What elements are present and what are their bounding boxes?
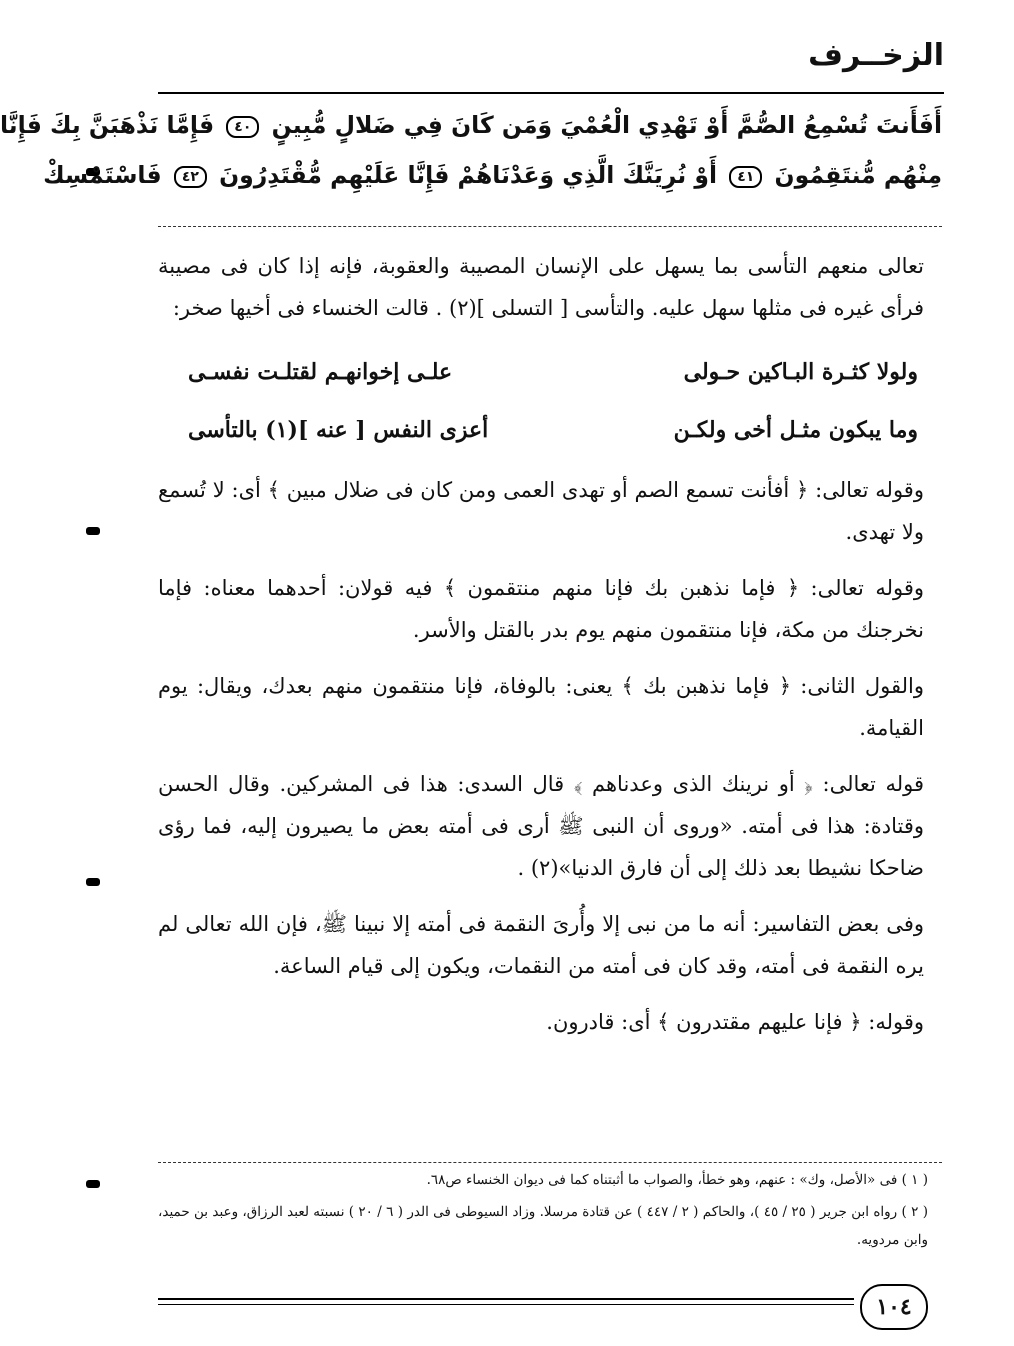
paragraph: قوله تعالى: ﴿ أو نرينك الذى وعدناهم ﴾ قال السدى: هذا فى المشركين. وقال الحسن وقتادة: هذا فى أمته. «وروى أن النبى ﷺ أرى فى أمته بعض ما يصيرون إليه، فما رؤى ضاحكا نشيطا بعد ذلك إلى أن فارق الدنيا»(٢) . bbox=[158, 772, 924, 880]
paragraph: والقول الثانى: ﴿ فإما نذهبن بك ﴾ يعنى: بالوفاة، فإنا منتقمون منهم بعدك، ويقال: يوم القيامة. bbox=[158, 674, 924, 740]
poem-verse bbox=[158, 343, 924, 401]
page-header bbox=[808, 38, 944, 90]
commentary-body bbox=[158, 245, 924, 1057]
quran-line bbox=[0, 100, 942, 150]
footnote-divider bbox=[158, 1162, 942, 1163]
ayah-number-marker: ٤٠ bbox=[226, 116, 259, 138]
paragraph: وقوله تعالى: ﴿ أفأنت تسمع الصم أو تهدى العمى ومن كان فى ضلال مبين ﴾ أى: لا تُسمع ولا تهدى. bbox=[158, 478, 924, 544]
quran-text: أَوْ نُرِيَنَّكَ الَّذِي وَعَدْنَاهُمْ فَإِنَّا عَلَيْهِم مُّقْتَدِرُونَ bbox=[219, 161, 718, 189]
poem-verse bbox=[158, 401, 924, 459]
paragraph: وفى بعض التفاسير: أنه ما من نبى إلا وأُرىَ النقمة فى أمته إلا نبينا ﷺ، فإن الله تعالى لم يره النقمة فى أمته، وقد كان فى أمته من النقمات، ويكون إلى قيام الساعة. bbox=[158, 912, 924, 978]
quran-text: فَإِمَّا نَذْهَبَنَّ بِكَ فَإِنَّا bbox=[0, 111, 215, 139]
verse-second-hemistich: أعزى النفس [ عنه ](١) بالتأسى bbox=[188, 417, 489, 443]
paragraph: وقوله: ﴿ فإنا عليهم مقتدرون ﴾ أى: قادرون. bbox=[546, 1010, 924, 1034]
page-number: ١٠٤ bbox=[860, 1284, 928, 1330]
margin-mark bbox=[86, 878, 100, 886]
ayah-number-marker: ٤١ bbox=[729, 166, 762, 188]
footnotes bbox=[158, 1166, 928, 1258]
quran-text: فَاسْتَمْسِكْ bbox=[43, 161, 162, 189]
verse-first-hemistich: وما يبكون مثـل أخى ولكـن bbox=[673, 417, 918, 443]
margin-mark bbox=[86, 527, 100, 535]
verse-first-hemistich: ولولا كثـرة البـاكين حـولى bbox=[683, 359, 918, 385]
ayah-number-marker: ٤٢ bbox=[174, 166, 207, 188]
margin-mark bbox=[86, 1180, 100, 1188]
footnote-1: ( ١ ) فى «الأصل، وك» : عنهم، وهو خطأ، والصواب ما أثبتناه كما فى ديوان الخنساء ص٦٨. bbox=[426, 1172, 928, 1188]
verse-second-hemistich: علـى إخوانهـم لقتلـت نفسـى bbox=[188, 359, 453, 385]
quran-text: أَفَأَنتَ تُسْمِعُ الصُّمَّ أَوْ تَهْدِي الْعُمْيَ وَمَن كَانَ فِي ضَلالٍ مُّبِينٍ bbox=[271, 111, 942, 139]
paragraph: وقوله تعالى: ﴿ فإما نذهبن بك فإنا منهم منتقمون ﴾ فيه قولان: أحدهما معناه: فإما نخرجنك من مكة، فإنا منتقمون منهم يوم بدر بالقتل والأسر. bbox=[158, 576, 924, 642]
quran-verses bbox=[0, 100, 942, 224]
surah-title: الزخــرف bbox=[808, 38, 944, 73]
quran-divider bbox=[158, 226, 942, 227]
quran-line bbox=[43, 150, 942, 200]
quran-text: مِنْهُم مُّنتَقِمُونَ bbox=[774, 161, 942, 189]
footnote-2: ( ٢ ) رواه ابن جرير ( ٢٥ / ٤٥ )، والحاكم ( ٢ / ٤٤٧ ) عن قتادة مرسلا. وزاد السيوطى فى الدر ( ٦ / ٢٠ ) نسبته لعبد الرزاق، وعبد بن حميد، وابن مردويه. bbox=[158, 1204, 928, 1248]
footer-divider bbox=[158, 1298, 854, 1300]
paragraph: تعالى منعهم التأسى بما يسهل على الإنسان المصيبة والعقوبة، فإنه إذا كان فى مصيبة فرأى غيره فى مثلها سهل عليه. والتأسى [ التسلى ](٢) . قالت الخنساء فى أخيها صخر: bbox=[158, 254, 924, 320]
header-divider bbox=[158, 92, 944, 94]
footer-divider bbox=[158, 1304, 854, 1305]
